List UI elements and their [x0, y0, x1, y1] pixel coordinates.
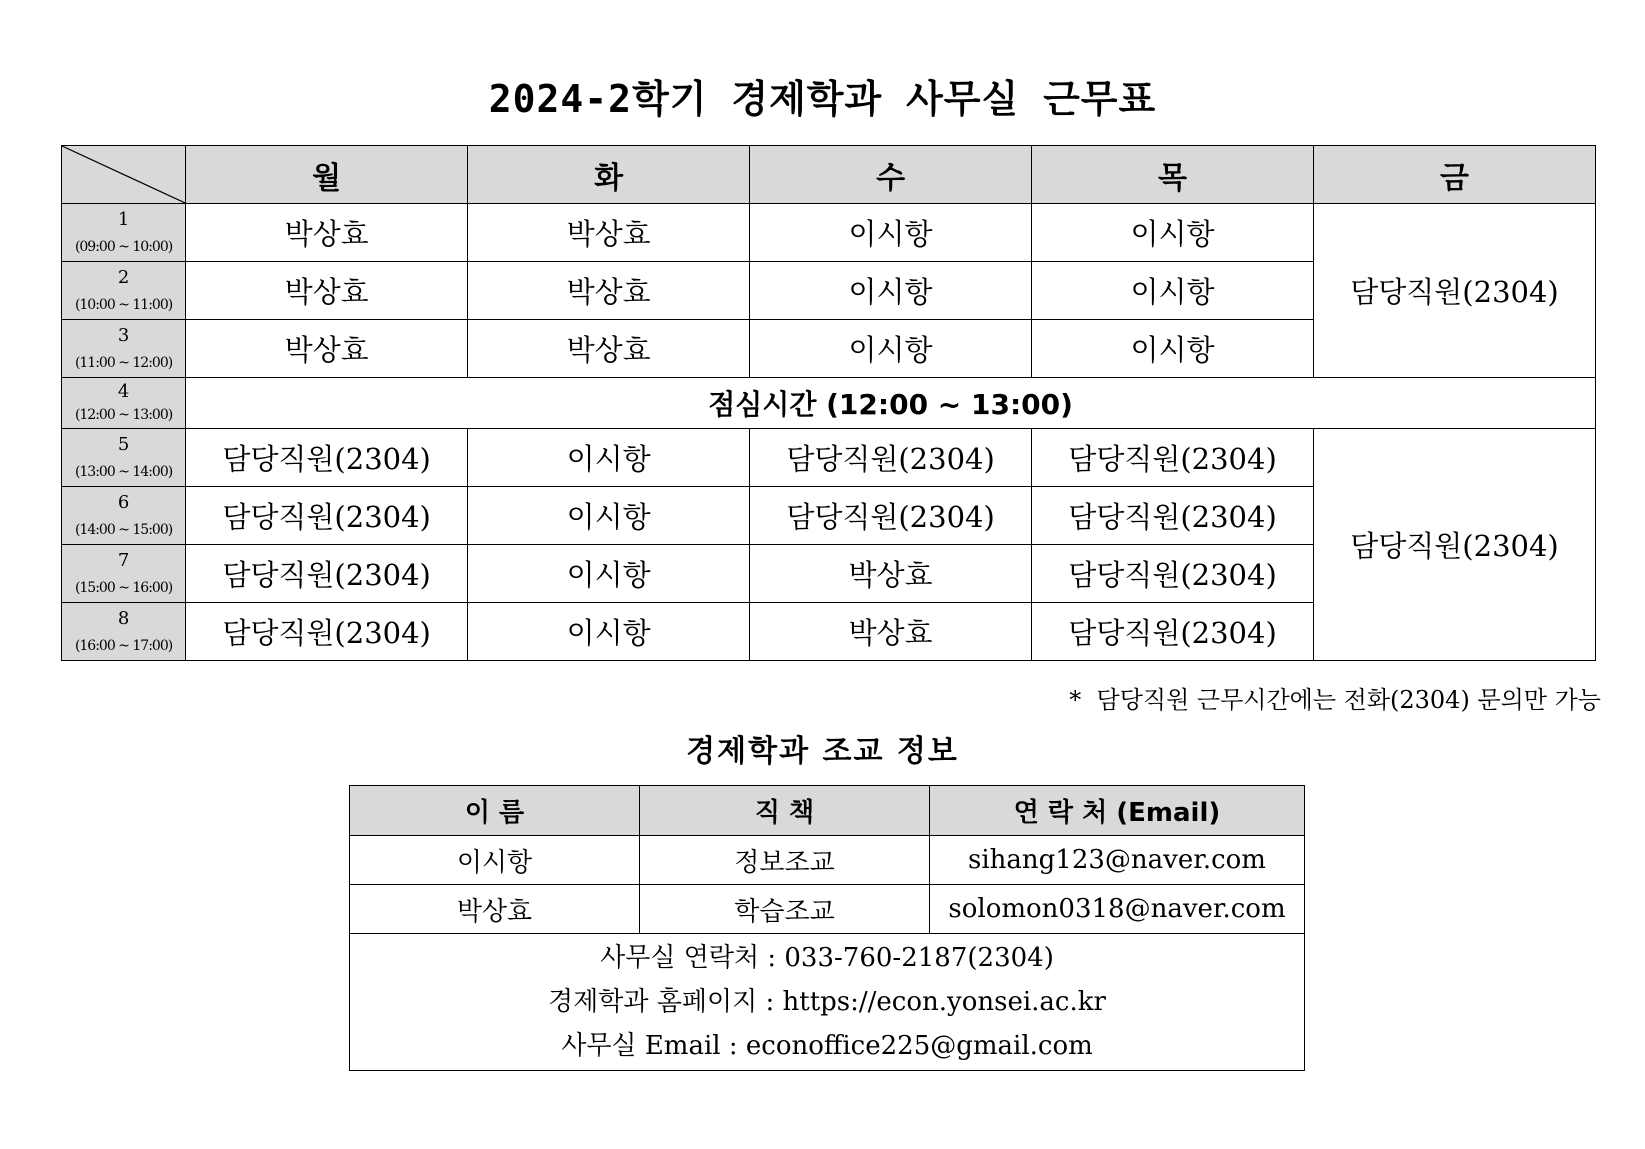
schedule-cell: 박상효	[186, 204, 468, 262]
period-number: 3	[117, 324, 130, 346]
schedule-cell: 담당직원(2304)	[750, 487, 1032, 545]
friday-afternoon-cell: 담당직원(2304)	[1314, 429, 1596, 661]
diagonal-line	[62, 146, 185, 203]
day-header-fri: 금	[1314, 146, 1596, 204]
schedule-header-row	[62, 146, 1596, 204]
schedule-cell: 이시항	[750, 262, 1032, 320]
assistant-position: 정보조교	[640, 836, 930, 885]
period-label	[62, 545, 186, 603]
assistants-title: 경제학과 조교 정보	[686, 734, 959, 769]
position-header: 직 책	[640, 786, 930, 836]
schedule-cell: 담당직원(2304)	[186, 429, 468, 487]
period-label	[62, 378, 186, 429]
schedule-cell: 담당직원(2304)	[1032, 429, 1314, 487]
lunch-row	[62, 378, 1596, 429]
schedule-cell: 박상효	[468, 320, 750, 378]
period-time: (14:00 ~ 15:00)	[74, 521, 173, 538]
period-number: 2	[117, 266, 130, 288]
period-number: 7	[117, 549, 130, 571]
period-time: (09:00 ~ 10:00)	[74, 238, 173, 255]
page-title: 2024-2학기 경제학과 사무실 근무표	[488, 77, 1157, 121]
friday-morning-cell: 담당직원(2304)	[1314, 204, 1596, 378]
schedule-cell: 이시항	[1032, 262, 1314, 320]
assistant-position: 학습조교	[640, 885, 930, 934]
period-number: 8	[117, 607, 130, 629]
assistant-email: sihang123@naver.com	[930, 836, 1305, 885]
schedule-cell: 담당직원(2304)	[1032, 487, 1314, 545]
day-header-mon: 월	[186, 146, 468, 204]
schedule-table	[61, 145, 1596, 661]
schedule-cell: 박상효	[468, 262, 750, 320]
schedule-row	[62, 204, 1596, 262]
schedule-cell: 이시항	[468, 429, 750, 487]
office-email: 사무실 Email : econoffice225@gmail.com	[561, 1031, 1093, 1061]
period-label	[62, 603, 186, 661]
assistant-row	[350, 885, 1305, 934]
day-header-thu: 목	[1032, 146, 1314, 204]
lunch-time-cell: 점심시간 (12:00 ~ 13:00)	[186, 378, 1596, 429]
schedule-cell: 담당직원(2304)	[1032, 545, 1314, 603]
period-label	[62, 429, 186, 487]
schedule-cell: 담당직원(2304)	[186, 603, 468, 661]
schedule-cell: 박상효	[186, 262, 468, 320]
schedule-row	[62, 429, 1596, 487]
assistant-email: solomon0318@naver.com	[930, 885, 1305, 934]
assistant-name: 이시항	[350, 836, 640, 885]
schedule-cell: 이시항	[1032, 204, 1314, 262]
schedule-cell: 박상효	[186, 320, 468, 378]
period-label	[62, 204, 186, 262]
period-label	[62, 320, 186, 378]
period-label	[62, 262, 186, 320]
contact-header: 연 락 처 (Email)	[930, 786, 1305, 836]
period-time: (16:00 ~ 17:00)	[74, 637, 173, 654]
name-header: 이 름	[350, 786, 640, 836]
period-time: (11:00 ~ 12:00)	[74, 354, 173, 371]
period-time: (12:00 ~ 13:00)	[74, 407, 173, 424]
day-header-wed: 수	[750, 146, 1032, 204]
schedule-cell: 이시항	[750, 320, 1032, 378]
period-label	[62, 487, 186, 545]
schedule-cell: 박상효	[468, 204, 750, 262]
assistants-header-row	[350, 786, 1305, 836]
office-phone: 사무실 연락처 : 033-760-2187(2304)	[600, 943, 1054, 973]
office-info-row	[350, 934, 1305, 1071]
assistant-row	[350, 836, 1305, 885]
schedule-cell: 박상효	[750, 603, 1032, 661]
schedule-cell: 이시항	[750, 204, 1032, 262]
schedule-cell: 담당직원(2304)	[186, 487, 468, 545]
period-number: 1	[117, 208, 130, 230]
department-homepage: 경제학과 홈페이지 : https://econ.yonsei.ac.kr	[548, 987, 1106, 1017]
office-info-cell	[350, 934, 1305, 1071]
period-time: (15:00 ~ 16:00)	[74, 579, 173, 596]
period-time: (13:00 ~ 14:00)	[74, 463, 173, 480]
schedule-cell: 이시항	[1032, 320, 1314, 378]
period-time: (10:00 ~ 11:00)	[74, 296, 173, 313]
assistant-name: 박상효	[350, 885, 640, 934]
schedule-cell: 담당직원(2304)	[186, 545, 468, 603]
period-number: 6	[117, 491, 130, 513]
phone-note: * 담당직원 근무시간에는 전화(2304) 문의만 가능	[1069, 686, 1601, 714]
schedule-cell: 담당직원(2304)	[1032, 603, 1314, 661]
day-header-tue: 화	[468, 146, 750, 204]
schedule-cell: 이시항	[468, 603, 750, 661]
corner-cell	[62, 146, 186, 204]
schedule-cell: 박상효	[750, 545, 1032, 603]
schedule-cell: 이시항	[468, 545, 750, 603]
assistants-table	[349, 785, 1305, 1071]
period-number: 5	[117, 433, 130, 455]
schedule-cell: 이시항	[468, 487, 750, 545]
period-number: 4	[117, 381, 130, 403]
schedule-cell: 담당직원(2304)	[750, 429, 1032, 487]
